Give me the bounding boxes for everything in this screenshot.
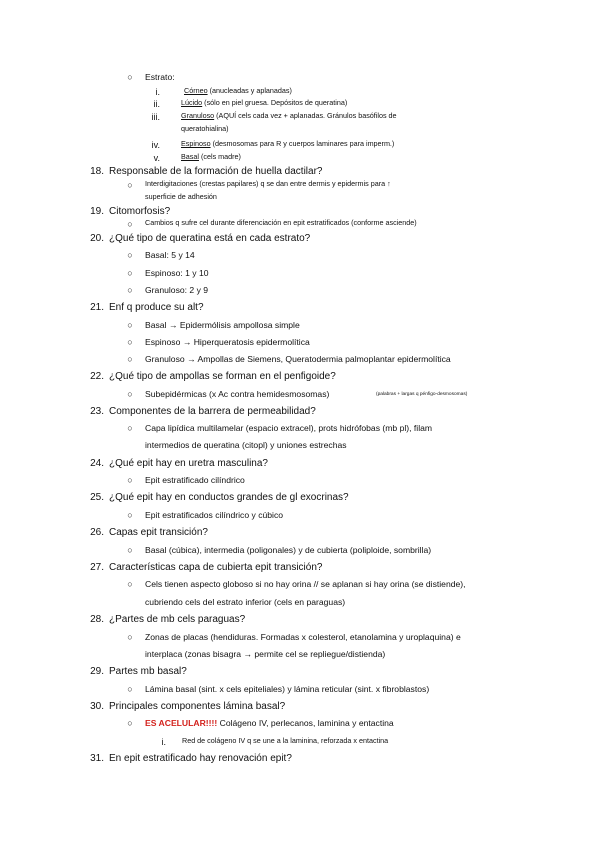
roman-numeral: i. bbox=[155, 87, 160, 97]
answer-text: Lámina basal (sint. x cels epiteliales) y lámina reticular (sint. x fibroblastos) bbox=[145, 684, 430, 694]
bullet: ○ bbox=[127, 250, 133, 260]
question-number: 29. bbox=[90, 666, 104, 677]
bullet: ○ bbox=[127, 579, 133, 589]
answer-text: Cambios q sufre cel durante diferenciación en epit estratificados (conforme asciende) bbox=[145, 218, 417, 227]
question-number: 30. bbox=[90, 701, 104, 712]
stratum-desc: (AQUÍ cels cada vez + aplanadas. Gránulos basófilos de bbox=[214, 111, 397, 120]
question-number: 20. bbox=[90, 233, 104, 244]
stratum-desc: (sólo en piel gruesa. Depósitos de queratina) bbox=[202, 98, 348, 107]
answer-text: Espinoso: 1 y 10 bbox=[145, 268, 209, 278]
question-number: 26. bbox=[90, 527, 104, 538]
answer-text: Espinoso → Hiperqueratosis epidermolítica bbox=[145, 337, 310, 347]
question-text: Principales componentes lámina basal? bbox=[109, 701, 286, 712]
stratum-label: Estrato: bbox=[145, 72, 175, 82]
answer-text: Basal → Epidermólisis ampollosa simple bbox=[145, 320, 300, 330]
stratum-name: Lúcido bbox=[181, 98, 203, 107]
question-number: 19. bbox=[90, 206, 104, 217]
answer-text: Granuloso → Ampollas de Siemens, Queratodermia palmoplantar epidermolítica bbox=[145, 354, 451, 364]
question-text: ¿Qué tipo de queratina está en cada estrato? bbox=[109, 233, 311, 244]
question-number: 25. bbox=[90, 492, 104, 503]
answer-text: interplaca (zonas bisagra → permite cel se repliegue/distienda) bbox=[145, 649, 386, 659]
question-number: 22. bbox=[90, 371, 104, 382]
stratum-item bbox=[181, 112, 397, 121]
stratum-name: Córneo bbox=[184, 86, 208, 95]
question-text: Responsable de la formación de huella dactilar? bbox=[109, 166, 323, 177]
roman-numeral: ii. bbox=[153, 99, 160, 109]
sub-answer-text: Red de colágeno IV q se une a la laminina, reforzada x entactina bbox=[182, 736, 389, 745]
question-text: Capas epit transición? bbox=[109, 527, 208, 538]
question-number: 27. bbox=[90, 562, 104, 573]
stratum-desc-cont: queratohialina) bbox=[181, 124, 229, 133]
roman-numeral: iii. bbox=[151, 112, 160, 122]
bullet: ○ bbox=[127, 320, 133, 330]
roman-numeral: v. bbox=[153, 153, 160, 163]
question-text: Características capa de cubierta epit transición? bbox=[109, 562, 323, 573]
question-text: Enf q produce su alt? bbox=[109, 302, 204, 313]
bullet: ○ bbox=[127, 475, 133, 485]
roman-numeral: iv. bbox=[151, 140, 160, 150]
bullet: ○ bbox=[127, 632, 133, 642]
stratum-item bbox=[181, 140, 394, 149]
bullet: ○ bbox=[127, 219, 133, 229]
question-text: ¿Qué tipo de ampollas se forman en el penfigoide? bbox=[109, 371, 336, 382]
bullet: ○ bbox=[127, 423, 133, 433]
question-text: ¿Qué epit hay en conductos grandes de gl exocrinas? bbox=[109, 492, 349, 503]
stratum-desc: (anucleadas y aplanadas) bbox=[207, 86, 292, 95]
question-text: Citomorfosis? bbox=[109, 206, 171, 217]
stratum-desc: (desmosomas para R y cuerpos laminares para imperm.) bbox=[210, 139, 395, 148]
bullet: ○ bbox=[127, 389, 133, 399]
small-note: (palabras + largas q pénfigo-desmosomas) bbox=[376, 392, 468, 397]
stratum-item bbox=[184, 87, 292, 96]
bullet: ○ bbox=[127, 337, 133, 347]
answer-text: Epit estratificado cilíndrico bbox=[145, 475, 245, 485]
answer-text: Granuloso: 2 y 9 bbox=[145, 285, 209, 295]
stratum-item bbox=[181, 153, 241, 162]
bullet: ○ bbox=[127, 285, 133, 295]
stratum-name: Espinoso bbox=[181, 139, 211, 148]
bullet: ○ bbox=[127, 268, 133, 278]
question-text: Partes mb basal? bbox=[109, 666, 187, 677]
answer-text: Interdigitaciones (crestas papilares) q se dan entre dermis y epidermis para ↑ bbox=[145, 179, 391, 188]
answer-text: Capa lipídica multilamelar (espacio extracel), prots hidrófobas (mb pl), filam bbox=[145, 423, 433, 433]
bullet: ○ bbox=[127, 684, 133, 694]
answer-text: Basal: 5 y 14 bbox=[145, 250, 195, 260]
answer-rest: Colágeno IV, perlecanos, laminina y entactina bbox=[217, 718, 394, 728]
question-text: ¿Partes de mb cels paraguas? bbox=[109, 614, 246, 625]
roman-numeral: i. bbox=[161, 737, 166, 747]
stratum-name: Basal bbox=[181, 152, 199, 161]
answer-text: Subepidérmicas (x Ac contra hemidesmosomas) bbox=[145, 389, 330, 399]
bullet: ○ bbox=[127, 718, 133, 728]
question-text: Componentes de la barrera de permeabilidad? bbox=[109, 406, 316, 417]
answer-text: superficie de adhesión bbox=[145, 192, 217, 201]
question-number: 23. bbox=[90, 406, 104, 417]
stratum-item bbox=[181, 99, 347, 108]
question-number: 18. bbox=[90, 166, 104, 177]
answer-text: Basal (cúbica), intermedia (poligonales) y de cubierta (poliploide, sombrilla) bbox=[145, 545, 432, 555]
answer-text: cubriendo cels del estrato inferior (cels en paraguas) bbox=[145, 597, 346, 607]
answer-text: intermedios de queratina (citopl) y uniones estrechas bbox=[145, 440, 347, 450]
question-text: ¿Qué epit hay en uretra masculina? bbox=[109, 458, 268, 469]
bullet: ○ bbox=[127, 354, 133, 364]
question-number: 24. bbox=[90, 458, 104, 469]
bullet: ○ bbox=[127, 545, 133, 555]
answer-text: Cels tienen aspecto globoso si no hay orina // se aplanan si hay orina (se distiende), bbox=[145, 579, 466, 589]
stratum-name: Granuloso bbox=[181, 111, 215, 120]
question-number: 21. bbox=[90, 302, 104, 313]
answer-text bbox=[145, 718, 394, 728]
bullet: ○ bbox=[127, 72, 133, 82]
acellular-warning: ES ACELULAR!!!! bbox=[145, 718, 218, 728]
bullet: ○ bbox=[127, 180, 133, 190]
answer-text: Zonas de placas (hendiduras. Formadas x colesterol, etanolamina y uroplaquina) e bbox=[145, 632, 461, 642]
question-text: En epit estratificado hay renovación epit? bbox=[109, 753, 292, 764]
question-number: 28. bbox=[90, 614, 104, 625]
question-number: 31. bbox=[90, 753, 104, 764]
answer-text: Epit estratificados cilíndrico y cúbico bbox=[145, 510, 284, 520]
stratum-desc: (cels madre) bbox=[198, 152, 241, 161]
bullet: ○ bbox=[127, 510, 133, 520]
